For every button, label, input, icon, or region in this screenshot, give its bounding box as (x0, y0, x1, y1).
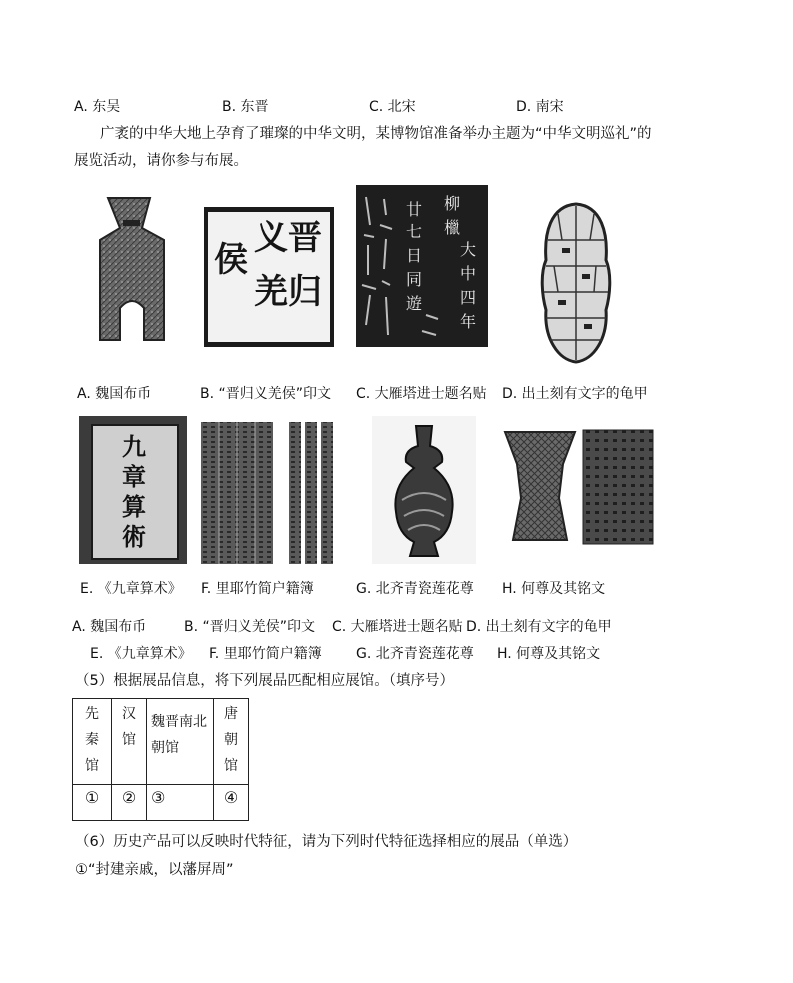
question-5: （5）根据展品信息，将下列展品匹配相应展馆。（填序号） (75, 673, 454, 689)
seal-char-4: 羌 (254, 272, 288, 312)
caption-b: B. “晋归义羌侯”印文 (200, 386, 332, 402)
seal-char-1: 晋 (288, 218, 322, 258)
seal-char-3: 义 (254, 218, 288, 258)
svg-text:遊: 遊 (406, 294, 423, 313)
caption-f: F. 里耶竹简户籍簿 (201, 581, 314, 597)
nine-chapters-book-image (79, 416, 187, 564)
exhibit-list-e: E. 《九章算术》 (90, 646, 192, 662)
option-b: B. 东晋 (222, 99, 269, 115)
exhibit-list-d: D. 出土刻有文字的龟甲 (466, 619, 612, 635)
hall-header-weijin: 魏晋南北朝馆 (147, 699, 214, 785)
hall-answer-3[interactable]: ③ (147, 785, 214, 821)
svg-text:柳: 柳 (444, 194, 461, 213)
exhibit-list-c: C. 大雁塔进士题名贴 (332, 619, 463, 635)
hall-header-han: 汉馆 (112, 699, 147, 785)
exhibit-list-g: G. 北齐青瓷莲花尊 (356, 646, 474, 662)
svg-text:㯿: 㯿 (444, 218, 461, 237)
exhibit-list-h: H. 何尊及其铭文 (497, 646, 601, 662)
svg-text:大: 大 (460, 240, 477, 259)
caption-g: G. 北齐青瓷莲花尊 (356, 581, 474, 597)
svg-text:年: 年 (460, 312, 477, 331)
book-title: 九章算術 (122, 432, 146, 551)
intro-line-1: 广袤的中华大地上孕育了璀璨的中华文明，某博物馆准备举办主题为“中华文明巡礼”的 (100, 126, 652, 142)
bamboo-slips-image (201, 420, 343, 566)
svg-text:中: 中 (460, 264, 477, 283)
question-6: （6）历史产品可以反映时代特征，请为下列时代特征选择相应的展品（单选） (75, 834, 578, 850)
svg-text:同: 同 (406, 270, 423, 289)
svg-text:七: 七 (406, 222, 423, 241)
oracle-shell-image (536, 200, 616, 365)
stele-rubbing-image (356, 185, 488, 347)
he-zun-image (503, 428, 655, 546)
caption-a: A. 魏国布币 (77, 386, 152, 402)
option-c: C. 北宋 (369, 99, 416, 115)
option-d: D. 南宋 (516, 99, 564, 115)
hall-table (72, 698, 249, 821)
hall-answer-2[interactable]: ② (112, 785, 147, 821)
exhibit-list-b: B. “晋归义羌侯”印文 (184, 619, 316, 635)
lotus-vase-image (372, 416, 476, 564)
hall-answer-1[interactable]: ① (73, 785, 112, 821)
caption-e: E. 《九章算术》 (80, 581, 182, 597)
hall-answer-4[interactable]: ④ (214, 785, 249, 821)
exhibit-list-a: A. 魏国布币 (72, 619, 147, 635)
option-a: A. 东吴 (74, 99, 121, 115)
seal-char-2: 归 (288, 272, 322, 312)
question-6-item-1: ①“封建亲戚，以藩屏周” (75, 862, 234, 878)
intro-line-2: 展览活动，请你参与布展。 (74, 153, 248, 169)
hall-header-xianqin: 先秦馆 (73, 699, 112, 785)
hall-header-tang: 唐朝馆 (214, 699, 249, 785)
spade-coin-image (78, 190, 188, 345)
svg-text:日: 日 (406, 246, 423, 265)
caption-c: C. 大雁塔进士题名贴 (356, 386, 487, 402)
caption-d: D. 出土刻有文字的龟甲 (502, 386, 648, 402)
seal-char-5: 侯 (214, 240, 248, 280)
exhibit-list-f: F. 里耶竹简户籍簿 (209, 646, 322, 662)
svg-text:四: 四 (460, 288, 477, 307)
seal-image (204, 207, 334, 347)
svg-text:廿: 廿 (406, 200, 423, 219)
caption-h: H. 何尊及其铭文 (502, 581, 606, 597)
